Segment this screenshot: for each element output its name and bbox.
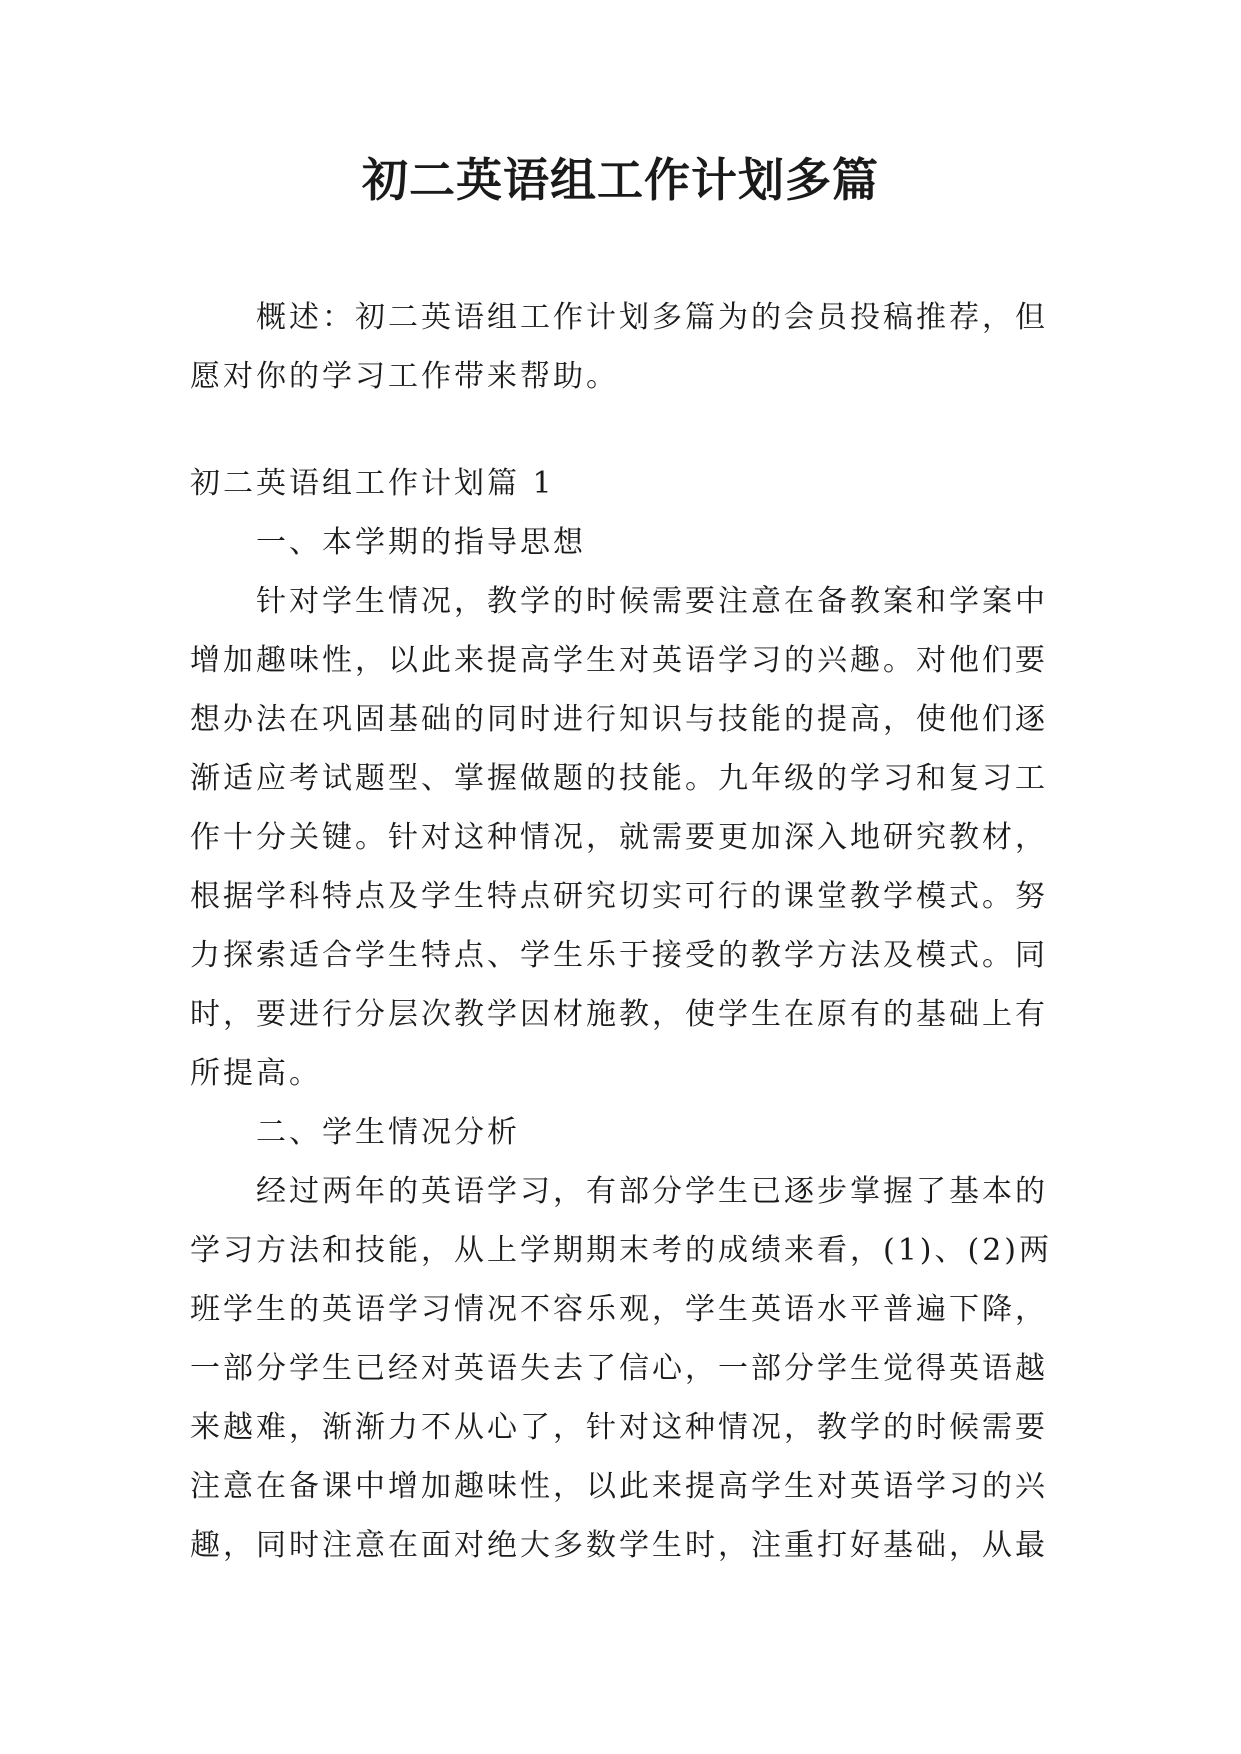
paragraph-line: 趣，同时注意在面对绝大多数学生时，注重打好基础，从最 xyxy=(190,1528,1048,1563)
document-body xyxy=(190,288,1050,1575)
section-title: 初二英语组工作计划篇 1 xyxy=(190,466,555,501)
paragraph-line: 渐适应考试题型、掌握做题的技能。九年级的学习和复习工 xyxy=(190,761,1048,796)
document-title: 初二英语组工作计划多篇 xyxy=(362,153,879,207)
paragraph-line: 时，要进行分层次教学因材施教，使学生在原有的基础上有 xyxy=(190,997,1048,1032)
paragraph-line: 作十分关键。针对这种情况，就需要更加深入地研究教材， xyxy=(190,820,1048,855)
section-heading-2: 二、学生情况分析 xyxy=(256,1115,520,1150)
paragraph-line: 一部分学生已经对英语失去了信心，一部分学生觉得英语越 xyxy=(190,1351,1048,1386)
paragraph-line: 经过两年的英语学习，有部分学生已逐步掌握了基本的 xyxy=(256,1174,1048,1209)
paragraph-line: 想办法在巩固基础的同时进行知识与技能的提高，使他们逐 xyxy=(190,702,1048,737)
paragraph-line: 注意在备课中增加趣味性，以此来提高学生对英语学习的兴 xyxy=(190,1469,1048,1504)
summary-line: 概述：初二英语组工作计划多篇为的会员投稿推荐，但 xyxy=(256,300,1048,335)
section-heading-1: 一、本学期的指导思想 xyxy=(256,525,586,560)
paragraph-line: 针对学生情况，教学的时候需要注意在备教案和学案中 xyxy=(256,584,1048,619)
paragraph-line: 力探索适合学生特点、学生乐于接受的教学方法及模式。同 xyxy=(190,938,1048,973)
paragraph-line: 班学生的英语学习情况不容乐观，学生英语水平普遍下降， xyxy=(190,1292,1048,1327)
paragraph-line: 所提高。 xyxy=(190,1056,322,1091)
paragraph-line: 来越难，渐渐力不从心了，针对这种情况，教学的时候需要 xyxy=(190,1410,1048,1445)
paragraph-line: 增加趣味性，以此来提高学生对英语学习的兴趣。对他们要 xyxy=(190,643,1048,678)
paragraph-line: 学习方法和技能，从上学期期末考的成绩来看，(1)、(2)两 xyxy=(190,1233,1052,1268)
paragraph-line: 根据学科特点及学生特点研究切实可行的课堂教学模式。努 xyxy=(190,879,1048,914)
summary-line: 愿对你的学习工作带来帮助。 xyxy=(190,359,619,394)
